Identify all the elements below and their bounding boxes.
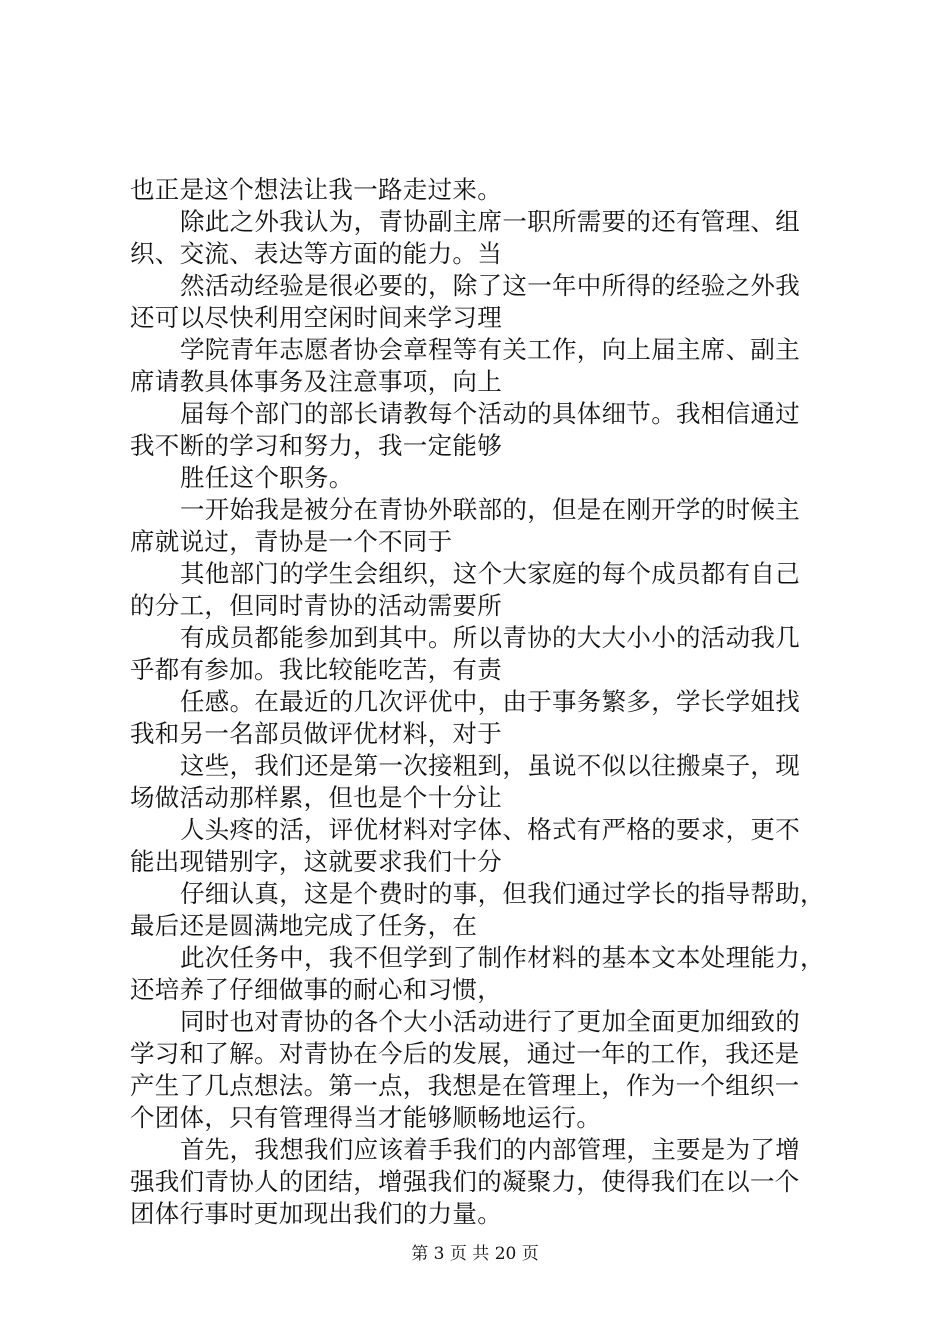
text-line: 也正是这个想法让我一路走过来。: [130, 175, 502, 204]
text-line: 其他部门的学生会组织，这个大家庭的每个成员都有自己: [180, 559, 800, 588]
text-line: 个团体，只有管理得当才能够顺畅地运行。: [130, 1103, 602, 1132]
text-line: 这些，我们还是第一次接粗到，虽说不似以往搬桌子，现: [180, 751, 800, 780]
text-line: 场做活动那样累，但也是个十分让: [130, 783, 502, 812]
text-line: 能出现错别字，这就要求我们十分: [130, 847, 502, 876]
text-line: 乎都有参加。我比较能吃苦，有责: [130, 655, 502, 684]
text-line: 人头疼的活，评优材料对字体、格式有严格的要求，更不: [180, 815, 800, 844]
text-line: 还可以尽快利用空闲时间来学习理: [130, 303, 502, 332]
text-line: 有成员都能参加到其中。所以青协的大大小小的活动我几: [180, 623, 800, 652]
text-line: 最后还是圆满地完成了任务，在: [130, 911, 478, 940]
text-line: 一开始我是被分在青协外联部的，但是在刚开学的时候主: [180, 495, 800, 524]
text-line: 然活动经验是很必要的，除了这一年中所得的经验之外我: [180, 271, 800, 300]
text-line: 除此之外我认为，青协副主席一职所需要的还有管理、组: [180, 207, 800, 236]
page-number: 第 3 页 共 20 页: [411, 1244, 539, 1264]
text-line: 同时也对青协的各个大小活动进行了更加全面更加细致的: [180, 1007, 800, 1036]
text-line: 此次任务中，我不但学到了制作材料的基本文本处理能力，: [180, 943, 825, 972]
text-line: 产生了几点想法。第一点，我想是在管理上，作为一个组织一: [130, 1071, 800, 1100]
text-line: 我不断的学习和努力，我一定能够: [130, 431, 502, 460]
text-line: 还培养了仔细做事的耐心和习惯，: [130, 975, 502, 1004]
text-line: 团体行事时更加现出我们的力量。: [130, 1199, 502, 1228]
text-line: 的分工，但同时青协的活动需要所: [130, 591, 502, 620]
text-line: 任感。在最近的几次评优中，由于事务繁多，学长学姐找: [180, 687, 800, 716]
text-line: 学院青年志愿者协会章程等有关工作，向上届主席、副主: [180, 335, 800, 364]
text-line: 首先，我想我们应该着手我们的内部管理，主要是为了增: [180, 1135, 800, 1164]
text-line: 学习和了解。对青协在今后的发展，通过一年的工作，我还是: [130, 1039, 800, 1068]
page-footer: [0, 1242, 950, 1266]
text-line: 席就说过，青协是一个不同于: [130, 527, 453, 556]
text-line: 强我们青协人的团结，增强我们的凝聚力，使得我们在以一个: [130, 1167, 800, 1196]
text-line: 席请教具体事务及注意事项，向上: [130, 367, 502, 396]
body-text: [130, 174, 830, 1230]
text-line: 仔细认真，这是个费时的事，但我们通过学长的指导帮助，: [180, 879, 825, 908]
text-line: 我和另一名部员做评优材料，对于: [130, 719, 502, 748]
text-line: 织、交流、表达等方面的能力。当: [130, 239, 502, 268]
text-line: 胜任这个职务。: [180, 463, 354, 492]
text-line: 届每个部门的部长请教每个活动的具体细节。我相信通过: [180, 399, 800, 428]
